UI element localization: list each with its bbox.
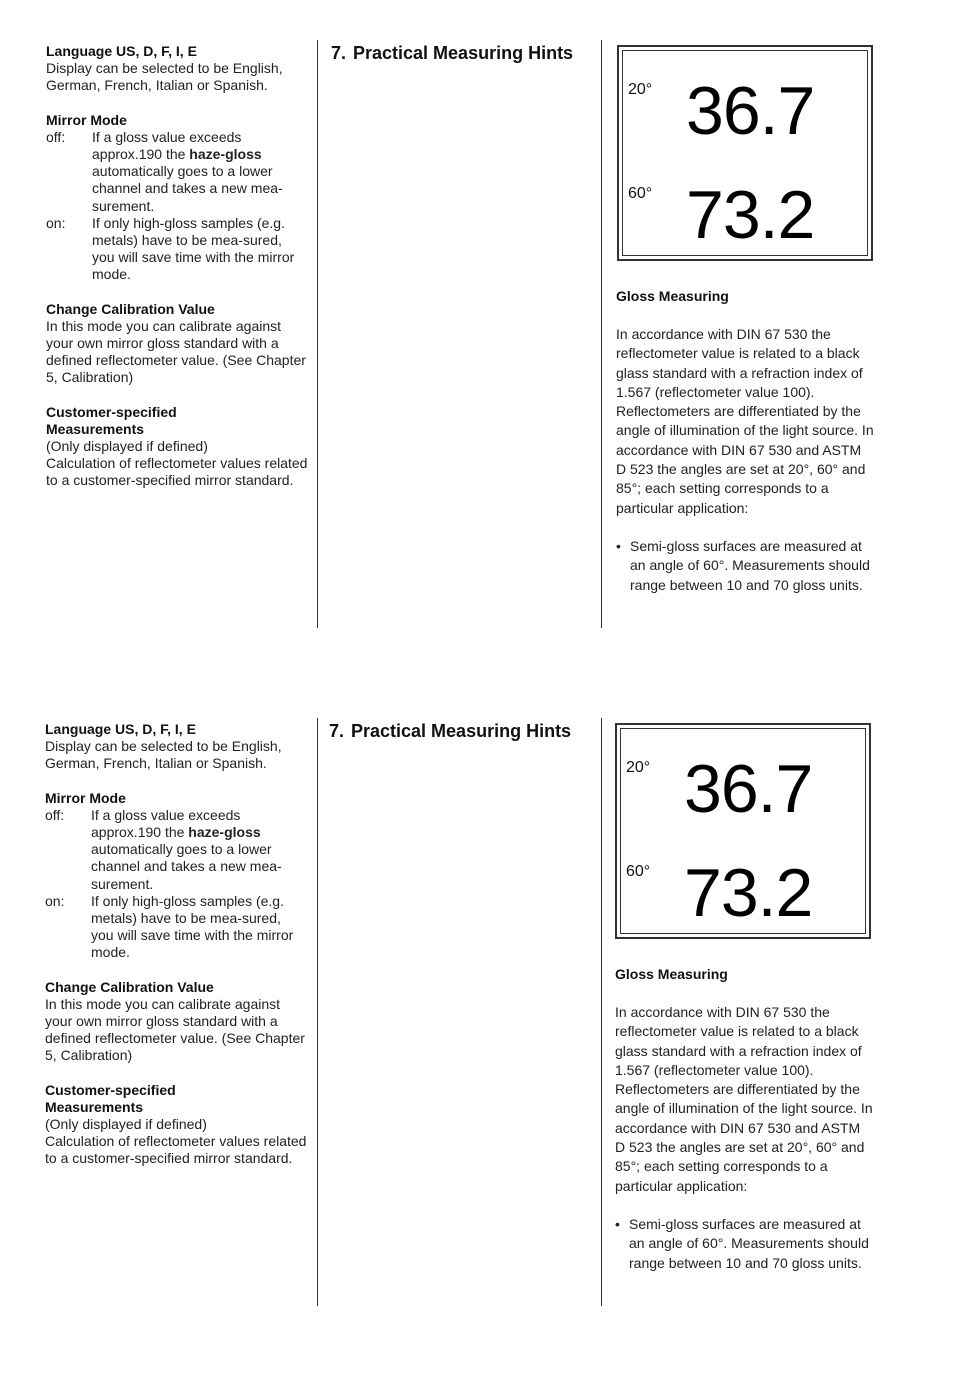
language-section bbox=[46, 43, 308, 95]
gloss-heading: Gloss Measuring bbox=[615, 966, 728, 982]
haze-gloss-term: haze-gloss bbox=[189, 146, 262, 163]
on-description: If only high-gloss samples (e.g. metals) have to be mea-sured, you will save time with the mirror mode. bbox=[92, 214, 295, 283]
display-screen bbox=[620, 728, 866, 934]
off-description-text: If a gloss value exceeds approx.190 the bbox=[92, 128, 242, 163]
section-title-column bbox=[329, 721, 589, 741]
column-divider bbox=[317, 40, 318, 628]
calibration-heading: Change Calibration Value bbox=[46, 300, 215, 317]
customer-heading-line1: Customer-specified bbox=[46, 403, 177, 420]
gloss-value: 36.7 bbox=[684, 751, 813, 827]
column-divider bbox=[601, 718, 602, 1306]
gloss-value: 36.7 bbox=[686, 73, 815, 149]
section-number: 7. bbox=[331, 43, 347, 63]
angle-label: 20° bbox=[626, 759, 651, 776]
calibration-heading: Change Calibration Value bbox=[45, 978, 214, 995]
on-term: on: bbox=[46, 214, 66, 231]
section-title-column bbox=[331, 43, 591, 63]
off-description-text: If a gloss value exceeds approx.190 the bbox=[91, 806, 241, 841]
mirror-mode-off bbox=[46, 129, 308, 215]
customer-section bbox=[45, 1082, 307, 1168]
language-heading: Language US, D, F, I, E bbox=[45, 721, 196, 737]
angle-label: 60° bbox=[628, 185, 653, 202]
on-term: on: bbox=[45, 892, 65, 909]
customer-heading-line1: Customer-specified bbox=[45, 1081, 176, 1098]
section-title-text: Practical Measuring Hints bbox=[353, 43, 574, 63]
mirror-mode-off bbox=[45, 807, 307, 893]
off-description-text-end: automatically goes to a lower channel and takes a new mea-surement. bbox=[92, 163, 283, 214]
gloss-display bbox=[615, 723, 871, 939]
customer-heading-line2: Measurements bbox=[46, 420, 145, 437]
language-section bbox=[45, 721, 307, 773]
gloss-paragraph: In accordance with DIN 67 530 the reflectometer value is related to a black glass standard with a refraction index of 1.567 (reflectometer value 100). Reflectometers are differentiated by the angle of illumination of the light source. In accordance with DIN 67 530 and ASTM D 523 the angles are set at 20°, 60° and 85°; each setting corresponds to a particular application: bbox=[616, 326, 874, 516]
column-divider bbox=[317, 718, 318, 1306]
bullet-text: Semi-gloss surfaces are measured at an angle of 60°. Measurements should range between 10 and 70 gloss units. bbox=[630, 537, 870, 593]
gloss-paragraph: In accordance with DIN 67 530 the reflectometer value is related to a black glass standard with a refraction index of 1.567 (reflectometer value 100). Reflectometers are differentiated by the angle of illumination of the light source. In accordance with DIN 67 530 and ASTM D 523 the angles are set at 20°, 60° and 85°; each setting corresponds to a particular application: bbox=[615, 1004, 873, 1194]
language-text: Display can be selected to be English, German, French, Italian or Spanish. bbox=[45, 738, 282, 772]
page-bottom bbox=[0, 718, 954, 1378]
gloss-bullet bbox=[615, 1215, 873, 1273]
bullet-text: Semi-gloss surfaces are measured at an angle of 60°. Measurements should range between 10 and 70 gloss units. bbox=[629, 1215, 869, 1271]
gloss-display bbox=[617, 45, 873, 261]
section-number: 7. bbox=[329, 721, 345, 741]
mirror-mode-heading: Mirror Mode bbox=[46, 111, 127, 128]
mirror-mode-heading: Mirror Mode bbox=[45, 789, 126, 806]
gloss-bullet bbox=[616, 537, 874, 595]
section-title bbox=[329, 721, 589, 741]
calibration-text: In this mode you can calibrate against your own mirror gloss standard with a defined reflectometer value. (See Chapter 5, Calibration) bbox=[46, 317, 306, 386]
angle-label: 20° bbox=[628, 81, 653, 98]
settings-column bbox=[46, 43, 308, 507]
angle-label: 60° bbox=[626, 863, 651, 880]
calibration-section bbox=[46, 301, 308, 387]
off-description bbox=[92, 129, 308, 215]
section-title bbox=[331, 43, 591, 63]
mirror-mode-on bbox=[46, 215, 308, 284]
off-description-text-end: automatically goes to a lower channel and takes a new mea-surement. bbox=[91, 841, 282, 892]
bullet-symbol: • bbox=[615, 1215, 620, 1232]
on-description: If only high-gloss samples (e.g. metals) have to be mea-sured, you will save time with the mirror mode. bbox=[91, 892, 294, 961]
customer-text-line2: Calculation of reflectometer values related to a customer-specified mirror standard. bbox=[46, 455, 308, 489]
section-title-text: Practical Measuring Hints bbox=[351, 721, 572, 741]
customer-text-line1: (Only displayed if defined) bbox=[46, 438, 208, 455]
bullet-symbol: • bbox=[616, 537, 621, 554]
customer-text-line2: Calculation of reflectometer values related to a customer-specified mirror standard. bbox=[45, 1133, 307, 1167]
display-screen bbox=[622, 50, 868, 256]
language-text: Display can be selected to be English, German, French, Italian or Spanish. bbox=[46, 60, 283, 94]
calibration-section bbox=[45, 979, 307, 1065]
off-term: off: bbox=[46, 128, 66, 145]
mirror-mode-on bbox=[45, 893, 307, 962]
customer-section bbox=[46, 404, 308, 490]
gloss-value: 73.2 bbox=[684, 855, 813, 931]
customer-heading-line2: Measurements bbox=[45, 1098, 144, 1115]
haze-gloss-term: haze-gloss bbox=[188, 824, 261, 841]
gloss-value: 73.2 bbox=[686, 177, 815, 253]
column-divider bbox=[601, 40, 602, 628]
customer-text-line1: (Only displayed if defined) bbox=[45, 1116, 207, 1133]
mirror-mode-section bbox=[45, 790, 307, 962]
mirror-mode-section bbox=[46, 112, 308, 284]
settings-column bbox=[45, 721, 307, 1185]
off-description bbox=[91, 807, 307, 893]
gloss-measuring-column bbox=[615, 966, 873, 1273]
off-term: off: bbox=[45, 806, 65, 823]
gloss-measuring-column bbox=[616, 288, 874, 595]
gloss-heading: Gloss Measuring bbox=[616, 288, 729, 304]
calibration-text: In this mode you can calibrate against your own mirror gloss standard with a defined reflectometer value. (See Chapter 5, Calibration) bbox=[45, 995, 305, 1064]
language-heading: Language US, D, F, I, E bbox=[46, 43, 197, 59]
page-top bbox=[0, 40, 954, 700]
